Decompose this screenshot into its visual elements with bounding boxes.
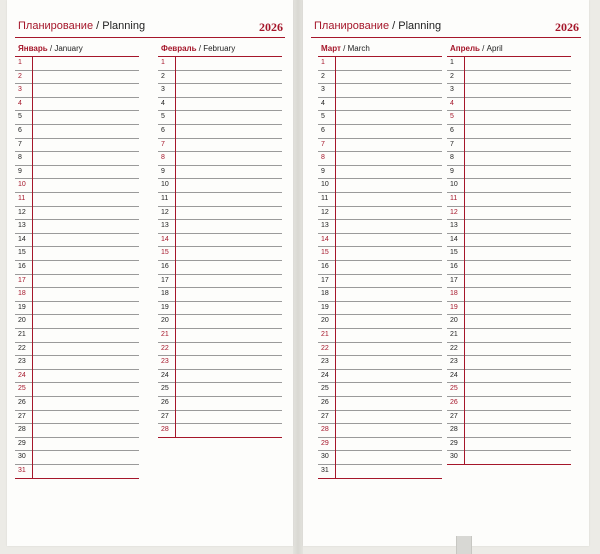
day-number: 3 bbox=[321, 86, 325, 94]
day-number: 13 bbox=[321, 222, 329, 230]
day-number: 25 bbox=[161, 385, 169, 393]
day-column-divider bbox=[464, 57, 465, 465]
day-number: 10 bbox=[161, 181, 169, 189]
day-row bbox=[447, 220, 571, 234]
day-row bbox=[15, 356, 139, 370]
day-row bbox=[15, 166, 139, 180]
day-row bbox=[15, 207, 139, 221]
day-number: 2 bbox=[161, 72, 165, 80]
day-row bbox=[318, 356, 442, 370]
day-row bbox=[15, 179, 139, 193]
month-title bbox=[18, 44, 83, 53]
day-row bbox=[15, 329, 139, 343]
day-number: 12 bbox=[161, 208, 169, 216]
day-row bbox=[158, 166, 282, 180]
day-number: 10 bbox=[18, 181, 26, 189]
day-number: 15 bbox=[18, 249, 26, 257]
day-row bbox=[318, 451, 442, 465]
day-number: 6 bbox=[321, 127, 325, 134]
day-number: 28 bbox=[450, 426, 458, 434]
day-number: 3 bbox=[18, 86, 22, 94]
day-row bbox=[447, 370, 571, 384]
day-row bbox=[15, 302, 139, 316]
day-row bbox=[15, 261, 139, 275]
day-row bbox=[158, 343, 282, 357]
day-number: 24 bbox=[321, 371, 329, 379]
day-number: 11 bbox=[321, 195, 329, 202]
day-row bbox=[158, 275, 282, 289]
day-number: 13 bbox=[161, 222, 169, 230]
day-row bbox=[158, 98, 282, 112]
month-title bbox=[450, 44, 503, 53]
day-number: 10 bbox=[450, 181, 458, 189]
day-number: 7 bbox=[161, 140, 165, 148]
day-row bbox=[447, 397, 571, 411]
right-page bbox=[303, 0, 589, 546]
day-number: 14 bbox=[321, 235, 329, 243]
day-number: 22 bbox=[450, 344, 458, 352]
day-number: 27 bbox=[161, 412, 169, 420]
day-column-divider bbox=[335, 57, 336, 479]
day-row bbox=[447, 424, 571, 438]
day-number: 4 bbox=[450, 99, 454, 107]
day-row bbox=[318, 207, 442, 221]
day-row bbox=[15, 139, 139, 153]
day-number: 20 bbox=[18, 317, 26, 325]
day-number: 21 bbox=[321, 331, 329, 338]
day-number: 27 bbox=[321, 412, 329, 420]
day-row bbox=[447, 98, 571, 112]
day-row bbox=[447, 438, 571, 452]
year-label: 2026 bbox=[555, 20, 579, 34]
title-ru: Планирование bbox=[18, 20, 94, 32]
day-row bbox=[15, 98, 139, 112]
day-row bbox=[158, 220, 282, 234]
title-ru: Планирование bbox=[314, 20, 390, 32]
day-number: 11 bbox=[18, 195, 26, 202]
day-number: 14 bbox=[161, 235, 169, 243]
day-number: 16 bbox=[161, 263, 169, 270]
day-row bbox=[318, 125, 442, 139]
day-number: 13 bbox=[18, 222, 26, 230]
day-row bbox=[318, 193, 442, 207]
day-row bbox=[447, 139, 571, 153]
day-row bbox=[318, 343, 442, 357]
title-en: / Planning bbox=[389, 20, 442, 32]
day-number: 19 bbox=[450, 303, 458, 311]
day-row bbox=[447, 125, 571, 139]
day-row bbox=[158, 288, 282, 302]
day-number: 28 bbox=[18, 426, 26, 434]
day-row bbox=[318, 166, 442, 180]
day-number: 25 bbox=[18, 385, 26, 393]
day-row bbox=[318, 438, 442, 452]
day-number: 15 bbox=[450, 249, 458, 257]
day-number: 15 bbox=[321, 249, 329, 257]
day-row bbox=[447, 288, 571, 302]
ribbon-bookmark bbox=[456, 536, 472, 554]
month-name-en: / January bbox=[47, 44, 83, 53]
day-number: 6 bbox=[161, 127, 165, 134]
day-row bbox=[15, 111, 139, 125]
day-row bbox=[15, 234, 139, 248]
day-number: 16 bbox=[450, 263, 458, 270]
day-row bbox=[158, 193, 282, 207]
month-name-en: / March bbox=[340, 44, 370, 53]
month-name-en: / February bbox=[196, 44, 236, 53]
day-row bbox=[158, 329, 282, 343]
day-row bbox=[15, 125, 139, 139]
day-row bbox=[158, 111, 282, 125]
day-number: 26 bbox=[450, 399, 458, 406]
day-number: 9 bbox=[161, 167, 165, 175]
month-name-ru: Апрель bbox=[450, 44, 480, 53]
day-number: 22 bbox=[321, 344, 329, 352]
day-number: 9 bbox=[18, 167, 22, 175]
day-row bbox=[318, 234, 442, 248]
month-name-ru: Январь bbox=[18, 44, 48, 53]
day-row bbox=[158, 152, 282, 166]
day-number: 27 bbox=[450, 412, 458, 420]
day-number: 28 bbox=[161, 426, 169, 434]
day-row bbox=[158, 139, 282, 153]
day-row bbox=[447, 451, 571, 465]
day-number: 23 bbox=[161, 358, 169, 366]
day-number: 15 bbox=[161, 249, 169, 257]
day-row bbox=[15, 71, 139, 85]
day-number: 1 bbox=[161, 59, 165, 66]
day-number: 22 bbox=[18, 344, 26, 352]
day-row bbox=[318, 411, 442, 425]
day-row bbox=[318, 111, 442, 125]
day-number: 8 bbox=[161, 154, 165, 162]
day-number: 7 bbox=[450, 140, 454, 148]
book-spine bbox=[293, 0, 303, 554]
day-row bbox=[15, 193, 139, 207]
day-row bbox=[15, 275, 139, 289]
day-row bbox=[318, 315, 442, 329]
day-row bbox=[15, 247, 139, 261]
day-row bbox=[318, 152, 442, 166]
day-number: 1 bbox=[450, 59, 454, 66]
day-number: 12 bbox=[18, 208, 26, 216]
day-row bbox=[447, 411, 571, 425]
day-number: 17 bbox=[321, 276, 329, 284]
day-number: 30 bbox=[450, 453, 458, 461]
day-number: 9 bbox=[321, 167, 325, 175]
day-number: 1 bbox=[321, 59, 325, 66]
month-name-en: / April bbox=[479, 44, 503, 53]
day-number: 16 bbox=[321, 263, 329, 270]
day-number: 3 bbox=[161, 86, 165, 94]
day-row bbox=[318, 247, 442, 261]
day-number: 13 bbox=[450, 222, 458, 230]
day-row bbox=[318, 329, 442, 343]
day-number: 16 bbox=[18, 263, 26, 270]
day-number: 23 bbox=[18, 358, 26, 366]
day-number: 5 bbox=[161, 113, 165, 121]
day-number: 1 bbox=[18, 59, 22, 66]
page-title bbox=[314, 20, 441, 32]
day-row bbox=[158, 179, 282, 193]
day-row bbox=[447, 261, 571, 275]
day-number: 14 bbox=[450, 235, 458, 243]
day-row bbox=[158, 57, 282, 71]
page-title bbox=[18, 20, 145, 32]
day-row bbox=[15, 57, 139, 71]
day-number: 2 bbox=[18, 72, 22, 80]
day-number: 8 bbox=[321, 154, 325, 162]
day-row bbox=[15, 383, 139, 397]
day-number: 3 bbox=[450, 86, 454, 94]
day-row bbox=[447, 343, 571, 357]
day-number: 11 bbox=[450, 195, 458, 202]
day-number: 18 bbox=[18, 290, 26, 298]
day-row bbox=[158, 247, 282, 261]
day-row bbox=[158, 356, 282, 370]
day-row bbox=[318, 98, 442, 112]
day-row bbox=[318, 383, 442, 397]
day-row bbox=[158, 261, 282, 275]
day-number: 17 bbox=[450, 276, 458, 284]
day-row bbox=[158, 71, 282, 85]
day-row bbox=[15, 451, 139, 465]
day-row bbox=[318, 84, 442, 98]
day-number: 17 bbox=[161, 276, 169, 284]
day-number: 19 bbox=[161, 303, 169, 311]
day-column-divider bbox=[175, 57, 176, 438]
day-row bbox=[158, 234, 282, 248]
day-row bbox=[318, 424, 442, 438]
day-number: 23 bbox=[450, 358, 458, 366]
day-number: 17 bbox=[18, 276, 26, 284]
day-row bbox=[447, 166, 571, 180]
day-row bbox=[447, 84, 571, 98]
day-number: 20 bbox=[161, 317, 169, 325]
day-number: 2 bbox=[321, 72, 325, 80]
day-row bbox=[447, 356, 571, 370]
day-row bbox=[158, 207, 282, 221]
day-row bbox=[318, 139, 442, 153]
day-row bbox=[158, 411, 282, 425]
day-number: 20 bbox=[450, 317, 458, 325]
day-number: 22 bbox=[161, 344, 169, 352]
day-number: 26 bbox=[161, 399, 169, 406]
day-row bbox=[318, 220, 442, 234]
day-number: 8 bbox=[18, 154, 22, 162]
day-row bbox=[158, 302, 282, 316]
day-number: 24 bbox=[450, 371, 458, 379]
day-number: 29 bbox=[321, 439, 329, 447]
day-row bbox=[158, 424, 282, 438]
day-row bbox=[447, 234, 571, 248]
day-row bbox=[15, 438, 139, 452]
header-divider bbox=[15, 37, 285, 38]
day-row bbox=[15, 370, 139, 384]
day-row bbox=[318, 397, 442, 411]
day-number: 5 bbox=[18, 113, 22, 121]
day-row bbox=[318, 288, 442, 302]
day-row bbox=[447, 207, 571, 221]
day-number: 28 bbox=[321, 426, 329, 434]
day-row bbox=[15, 411, 139, 425]
day-number: 4 bbox=[161, 99, 165, 107]
day-number: 29 bbox=[18, 439, 26, 447]
day-row bbox=[15, 424, 139, 438]
day-row bbox=[158, 125, 282, 139]
day-row bbox=[447, 71, 571, 85]
day-row bbox=[158, 370, 282, 384]
page-header bbox=[7, 20, 293, 36]
day-row bbox=[318, 71, 442, 85]
day-number: 10 bbox=[321, 181, 329, 189]
day-number: 29 bbox=[450, 439, 458, 447]
month-title bbox=[161, 44, 235, 53]
day-number: 12 bbox=[321, 208, 329, 216]
day-number: 18 bbox=[450, 290, 458, 298]
day-number: 21 bbox=[18, 331, 26, 338]
page-header bbox=[303, 20, 589, 36]
day-number: 6 bbox=[18, 127, 22, 134]
day-row bbox=[447, 111, 571, 125]
day-row bbox=[318, 302, 442, 316]
day-row bbox=[15, 343, 139, 357]
day-row bbox=[318, 179, 442, 193]
day-row bbox=[15, 315, 139, 329]
day-row bbox=[447, 152, 571, 166]
day-row bbox=[447, 275, 571, 289]
day-row bbox=[158, 383, 282, 397]
day-row bbox=[447, 57, 571, 71]
day-number: 2 bbox=[450, 72, 454, 80]
day-row bbox=[318, 261, 442, 275]
day-number: 24 bbox=[18, 371, 26, 379]
day-number: 7 bbox=[321, 140, 325, 148]
day-number: 11 bbox=[161, 195, 169, 202]
day-number: 25 bbox=[450, 385, 458, 393]
day-number: 31 bbox=[321, 467, 329, 474]
day-number: 4 bbox=[18, 99, 22, 107]
month-name-ru: Март bbox=[321, 44, 341, 53]
day-number: 25 bbox=[321, 385, 329, 393]
day-row bbox=[158, 84, 282, 98]
month-title bbox=[321, 44, 370, 53]
day-row bbox=[447, 247, 571, 261]
day-number: 12 bbox=[450, 208, 458, 216]
day-number: 21 bbox=[450, 331, 458, 338]
day-number: 30 bbox=[18, 453, 26, 461]
day-number: 18 bbox=[161, 290, 169, 298]
day-row bbox=[15, 220, 139, 234]
day-number: 26 bbox=[18, 399, 26, 406]
day-number: 6 bbox=[450, 127, 454, 134]
header-divider bbox=[311, 37, 581, 38]
day-row bbox=[447, 315, 571, 329]
day-number: 27 bbox=[18, 412, 26, 420]
day-row bbox=[158, 397, 282, 411]
year-label: 2026 bbox=[259, 20, 283, 34]
day-number: 30 bbox=[321, 453, 329, 461]
day-number: 20 bbox=[321, 317, 329, 325]
day-row bbox=[318, 57, 442, 71]
day-number: 5 bbox=[321, 113, 325, 121]
day-number: 31 bbox=[18, 467, 26, 474]
day-number: 4 bbox=[321, 99, 325, 107]
day-row bbox=[15, 84, 139, 98]
day-number: 18 bbox=[321, 290, 329, 298]
day-row bbox=[15, 465, 139, 479]
day-number: 9 bbox=[450, 167, 454, 175]
day-row bbox=[158, 315, 282, 329]
day-number: 19 bbox=[18, 303, 26, 311]
title-en: / Planning bbox=[93, 20, 146, 32]
day-row bbox=[447, 193, 571, 207]
day-number: 19 bbox=[321, 303, 329, 311]
day-number: 7 bbox=[18, 140, 22, 148]
day-row bbox=[447, 383, 571, 397]
day-column-divider bbox=[32, 57, 33, 479]
day-number: 14 bbox=[18, 235, 26, 243]
month-name-ru: Февраль bbox=[161, 44, 197, 53]
day-row bbox=[447, 179, 571, 193]
day-row bbox=[447, 302, 571, 316]
day-row bbox=[15, 152, 139, 166]
day-number: 21 bbox=[161, 331, 169, 338]
day-number: 26 bbox=[321, 399, 329, 406]
left-page bbox=[7, 0, 293, 546]
day-number: 8 bbox=[450, 154, 454, 162]
day-number: 5 bbox=[450, 113, 454, 121]
day-row bbox=[447, 329, 571, 343]
day-number: 24 bbox=[161, 371, 169, 379]
day-row bbox=[318, 275, 442, 289]
day-row bbox=[15, 288, 139, 302]
day-number: 23 bbox=[321, 358, 329, 366]
day-row bbox=[318, 370, 442, 384]
day-row bbox=[15, 397, 139, 411]
day-row bbox=[318, 465, 442, 479]
